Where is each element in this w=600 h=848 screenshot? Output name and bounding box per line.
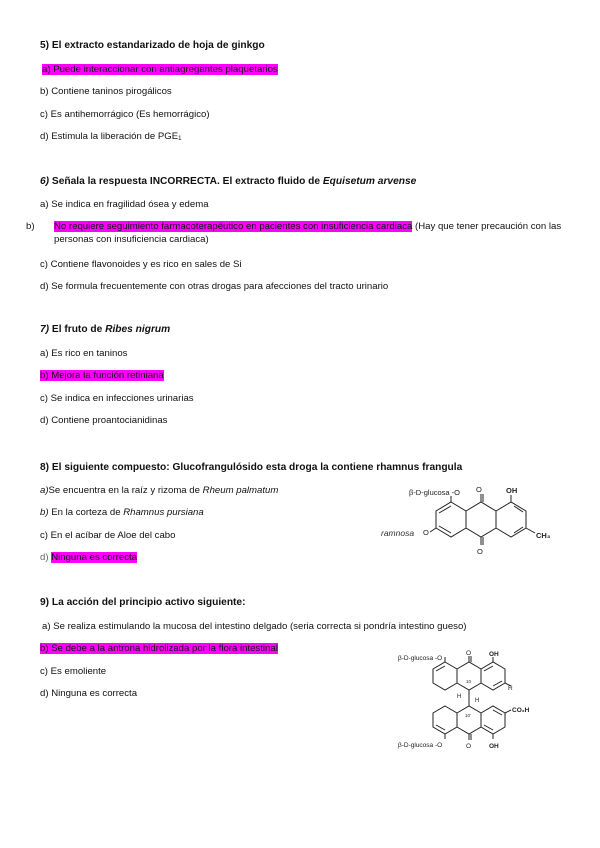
option-letter: d) bbox=[40, 552, 49, 563]
option-text: En la corteza de bbox=[48, 507, 124, 518]
question-number: 6) bbox=[40, 176, 50, 187]
glucose-label: β-D-glucosa -O bbox=[409, 488, 460, 497]
oxygen-label-3: O bbox=[477, 547, 483, 556]
glucose-top-label: β-D-glucosa -O bbox=[398, 655, 443, 662]
option-letter: b) bbox=[26, 221, 35, 232]
sennoside-structure bbox=[395, 650, 555, 750]
question-5-option-a bbox=[42, 63, 278, 76]
option-letter: a) bbox=[40, 485, 49, 496]
carboxyl-label: CO₂H bbox=[512, 707, 530, 714]
option-text: d) Estimula la liberación de PGE bbox=[40, 131, 179, 142]
highlighted-answer: a) Puede interaccionar con antiagregantes plaquetarios bbox=[42, 64, 278, 75]
highlighted-answer: No requiere seguimiento farmacoterapéutico en pacientes con insuficiencia cardiaca bbox=[54, 221, 413, 232]
option-note: (Hay que tener precaución con las personas con insuficiencia cardiaca) bbox=[54, 221, 562, 245]
species-name: Ribes nigrum bbox=[105, 324, 171, 335]
highlighted-answer: b) Se debe a la antrona hidrolizada por la flora intestinal bbox=[40, 643, 278, 654]
oxygen-label: O bbox=[476, 485, 482, 494]
question-7-option-a: a) Es rico en taninos bbox=[40, 348, 128, 359]
oxygen-bottom-label: O bbox=[466, 743, 472, 750]
species-name: Rhamnus pursiana bbox=[123, 507, 204, 518]
hydrogen-label-2: H bbox=[475, 698, 480, 704]
question-text: El fruto de bbox=[49, 324, 106, 335]
hydroxyl-bottom-label: OH bbox=[489, 743, 499, 750]
r-group-label: R bbox=[508, 685, 513, 692]
question-8-option-b bbox=[40, 506, 204, 519]
subscript: 1 bbox=[178, 136, 182, 142]
question-5-option-b: b) Contiene taninos pirogálicos bbox=[40, 86, 172, 97]
question-7-title bbox=[40, 324, 170, 335]
carbon-10-label: 10 bbox=[466, 679, 472, 684]
question-5-title: 5) El extracto estandarizado de hoja de ginkgo bbox=[40, 40, 265, 51]
oxygen-label-2: O bbox=[423, 528, 429, 537]
question-6-option-d: d) Se formula frecuentemente con otras drogas para afecciones del tracto urinario bbox=[40, 281, 389, 292]
option-letter: b) bbox=[40, 507, 49, 518]
glucose-bottom-label: β-D-glucosa -O bbox=[398, 742, 443, 749]
option-text: Se encuentra en la raíz y rizoma de bbox=[48, 485, 203, 496]
question-8-option-d bbox=[40, 551, 137, 564]
question-text: Señala la respuesta INCORRECTA. El extracto fluido de bbox=[49, 176, 323, 187]
question-6-option-a: a) Se indica en fragilidad ósea y edema bbox=[40, 199, 209, 210]
question-9-option-b bbox=[40, 642, 278, 655]
question-6-title bbox=[40, 176, 416, 187]
carbon-10-prime-label: 10' bbox=[465, 713, 471, 718]
question-7-option-b bbox=[40, 369, 164, 382]
question-9-title: 9) La acción del principio activo siguiente: bbox=[40, 597, 246, 608]
species-name: Equisetum arvense bbox=[322, 176, 417, 187]
question-6-option-b bbox=[26, 220, 574, 246]
species-name: Rheum palmatum bbox=[202, 485, 279, 496]
question-8-title: 8) El siguiente compuesto: Glucofrangulósido esta droga la contiene rhamnus frangula bbox=[40, 462, 463, 473]
question-8-option-c: c) En el acíbar de Aloe del cabo bbox=[40, 530, 176, 541]
highlighted-answer: b) Mejora la función retiniana bbox=[40, 370, 164, 381]
question-9-option-a: a) Se realiza estimulando la mucosa del intestino delgado (seria correcta si pondría intestino gueso) bbox=[42, 621, 467, 632]
question-6-option-c: c) Contiene flavonoides y es rico en sales de Si bbox=[40, 259, 242, 270]
question-5-option-d bbox=[40, 130, 181, 146]
hydroxyl-label: OH bbox=[506, 486, 518, 495]
hydrogen-label: H bbox=[457, 694, 462, 700]
highlighted-answer: Ninguna es correcta bbox=[51, 552, 138, 563]
glucofrangulin-structure bbox=[375, 482, 570, 562]
question-9-option-c: c) Es emoliente bbox=[40, 666, 107, 677]
oxygen-top-label: O bbox=[466, 650, 472, 657]
rhamnose-label: ramnosa bbox=[381, 528, 415, 538]
hydroxyl-top-label: OH bbox=[489, 651, 499, 658]
question-7-option-d: d) Contiene proantocianidinas bbox=[40, 415, 168, 426]
question-number: 7) bbox=[40, 324, 50, 335]
question-9-option-d: d) Ninguna es correcta bbox=[40, 688, 138, 699]
question-7-option-c: c) Se indica en infecciones urinarias bbox=[40, 393, 194, 404]
question-8-option-a bbox=[40, 484, 278, 497]
methyl-label: CH₃ bbox=[536, 531, 551, 540]
question-5-option-c: c) Es antihemorrágico (Es hemorrágico) bbox=[40, 109, 210, 120]
